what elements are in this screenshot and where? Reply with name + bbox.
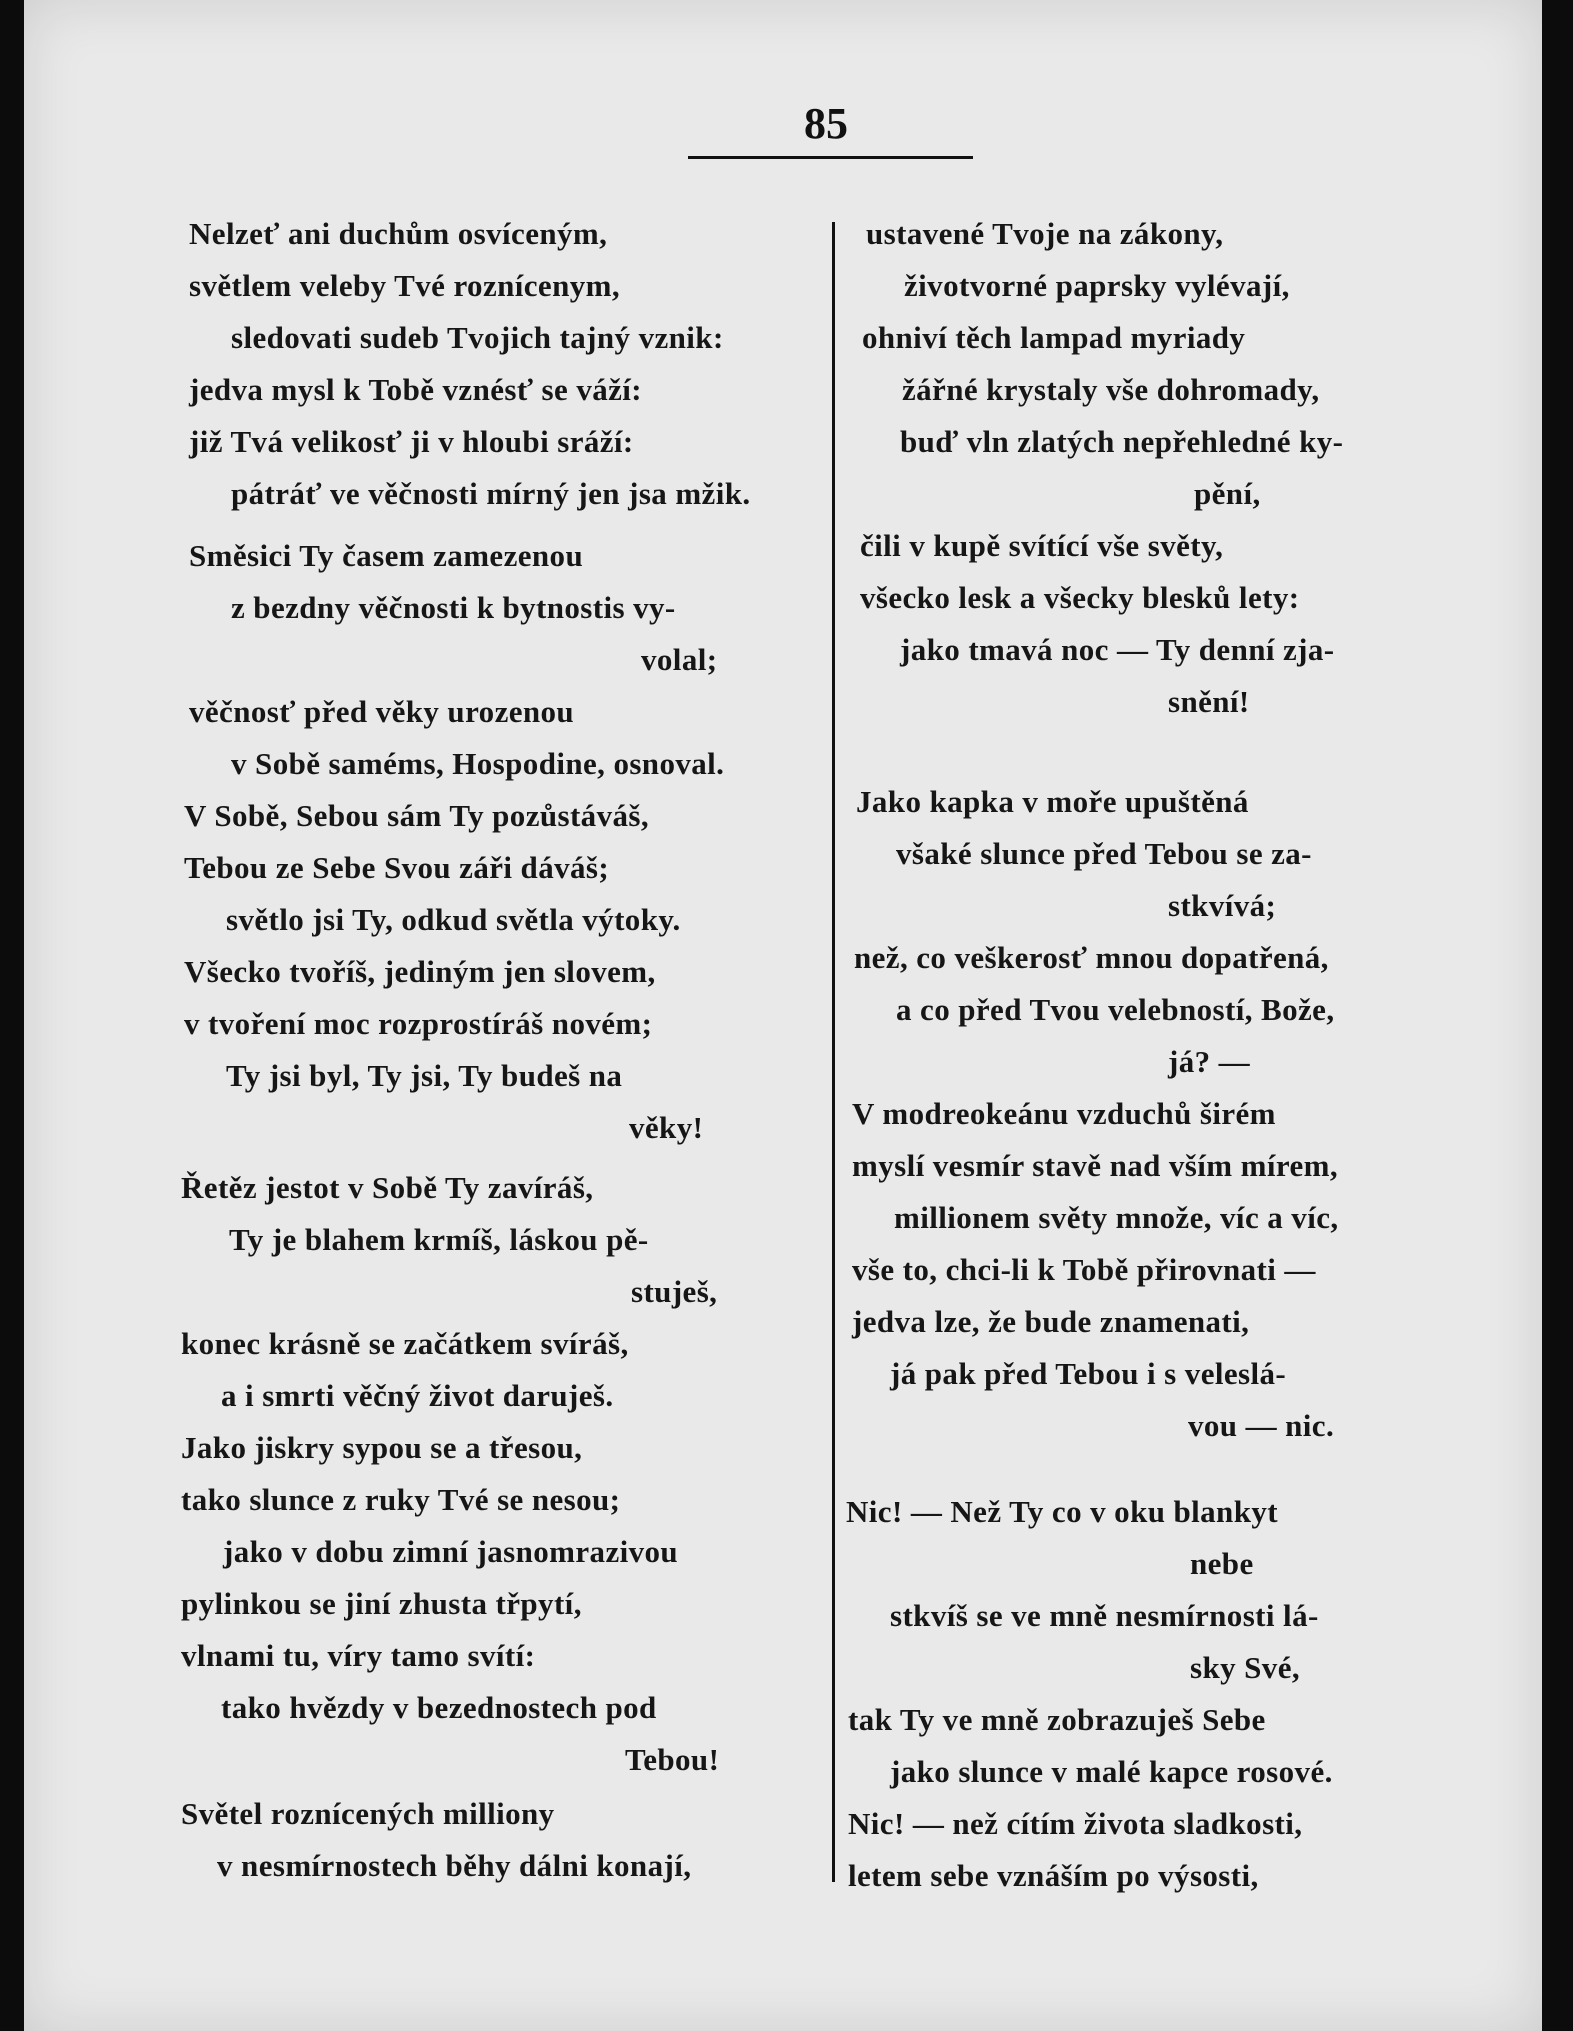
- poem-line: snění!: [1168, 684, 1250, 719]
- poem-line: vou — nic.: [1188, 1408, 1335, 1443]
- poem-line: buď vln zlatých nepřehledné ky-: [900, 424, 1344, 459]
- poem-line: Ty je blahem krmíš, láskou pě-: [229, 1222, 649, 1257]
- poem-line: vše to, chci-li k Tobě přirovnati —: [852, 1252, 1316, 1287]
- column-divider: [832, 222, 835, 1882]
- poem-line: tako hvězdy v bezednostech pod: [221, 1690, 657, 1725]
- poem-line: tako slunce z ruky Tvé se nesou;: [181, 1482, 621, 1517]
- poem-line: stkvívá;: [1168, 888, 1277, 923]
- poem-line: světlo jsi Ty, odkud světla výtoky.: [226, 902, 681, 937]
- poem-line: stuješ,: [631, 1274, 718, 1309]
- poem-line: Tebou ze Sebe Svou záři dáváš;: [184, 850, 610, 885]
- poem-line: věčnosť před věky urozenou: [189, 694, 575, 729]
- poem-line: z bezdny věčnosti k bytnostis vy-: [231, 590, 676, 625]
- poem-line: V Sobě, Sebou sám Ty pozůstáváš,: [184, 798, 649, 833]
- poem-line: Nic! — Než Ty co v oku blankyt: [846, 1494, 1278, 1529]
- poem-line: já pak před Tebou i s veleslá-: [890, 1356, 1287, 1391]
- poem-line: životvorné paprsky vylévají,: [904, 268, 1290, 303]
- poem-line: Nic! — než cítím života sladkosti,: [848, 1806, 1303, 1841]
- poem-line: V modreokeánu vzduchů širém: [852, 1096, 1276, 1131]
- poem-line: než, co veškerosť mnou dopatřená,: [854, 940, 1329, 975]
- poem-line: millionem světy množe, víc a víc,: [894, 1200, 1339, 1235]
- poem-line: v tvoření moc rozprostíráš novém;: [184, 1006, 653, 1041]
- poem-line: volal;: [641, 642, 718, 677]
- poem-line: stkvíš se ve mně nesmírnosti lá-: [890, 1598, 1319, 1633]
- poem-line: již Tvá velikosť ji v hloubi sráží:: [189, 424, 634, 459]
- poem-line: já? —: [1168, 1044, 1251, 1079]
- poem-line: čili v kupě svítící vše světy,: [860, 528, 1224, 563]
- poem-line: Směsici Ty časem zamezenou: [189, 538, 584, 573]
- poem-line: věky!: [629, 1110, 704, 1145]
- book-page: [24, 0, 1542, 2031]
- header-rule: [688, 156, 973, 159]
- poem-line: všecko lesk a všecky blesků lety:: [860, 580, 1300, 615]
- poem-line: pění,: [1194, 476, 1261, 511]
- poem-line: letem sebe vznáším po výsosti,: [848, 1858, 1259, 1893]
- poem-line: a i smrti věčný život daruješ.: [221, 1378, 614, 1413]
- poem-line: jako v dobu zimní jasnomrazivou: [223, 1534, 679, 1569]
- poem-line: jedva lze, že bude znamenati,: [852, 1304, 1250, 1339]
- page-number: 85: [804, 99, 848, 148]
- poem-line: Řetěz jestot v Sobě Ty zavíráš,: [181, 1170, 594, 1205]
- poem-line: v Sobě saméms, Hospodine, osnoval.: [231, 746, 725, 781]
- poem-line: jako tmavá noc — Ty denní zja-: [900, 632, 1335, 667]
- poem-line: ustavené Tvoje na zákony,: [866, 216, 1224, 251]
- poem-line: sky Své,: [1190, 1650, 1301, 1685]
- poem-line: vlnami tu, víry tamo svítí:: [181, 1638, 536, 1673]
- poem-line: Všecko tvoříš, jediným jen slovem,: [184, 954, 656, 989]
- poem-line: nebe: [1190, 1546, 1254, 1581]
- poem-line: sledovati sudeb Tvojich tajný vznik:: [231, 320, 724, 355]
- poem-line: tak Ty ve mně zobrazuješ Sebe: [848, 1702, 1266, 1737]
- poem-line: myslí vesmír stavě nad vším mírem,: [852, 1148, 1339, 1183]
- poem-line: jedva mysl k Tobě vznésť se váží:: [189, 372, 643, 407]
- poem-line: v nesmírnostech běhy dálni konají,: [217, 1848, 692, 1883]
- poem-line: žářné krystaly vše dohromady,: [902, 372, 1320, 407]
- poem-line: pátráť ve věčnosti mírný jen jsa mžik.: [231, 476, 751, 511]
- poem-line: Ty jsi byl, Ty jsi, Ty budeš na: [226, 1058, 623, 1093]
- poem-line: Jako kapka v moře upuštěná: [856, 784, 1249, 819]
- poem-line: Světel roznícených milliony: [181, 1796, 555, 1831]
- poem-line: pylinkou se jiní zhusta třpytí,: [181, 1586, 582, 1621]
- poem-line: všaké slunce před Tebou se za-: [896, 836, 1312, 871]
- poem-line: Tebou!: [625, 1742, 720, 1777]
- poem-line: světlem veleby Tvé roznícenym,: [189, 268, 620, 303]
- poem-line: Jako jiskry sypou se a třesou,: [181, 1430, 583, 1465]
- poem-line: ohniví těch lampad myriady: [862, 320, 1246, 355]
- poem-line: konec krásně se začátkem svíráš,: [181, 1326, 629, 1361]
- poem-line: a co před Tvou velebností, Bože,: [896, 992, 1335, 1027]
- poem-line: jako slunce v malé kapce rosové.: [890, 1754, 1333, 1789]
- poem-line: Nelzeť ani duchům osvíceným,: [189, 216, 608, 251]
